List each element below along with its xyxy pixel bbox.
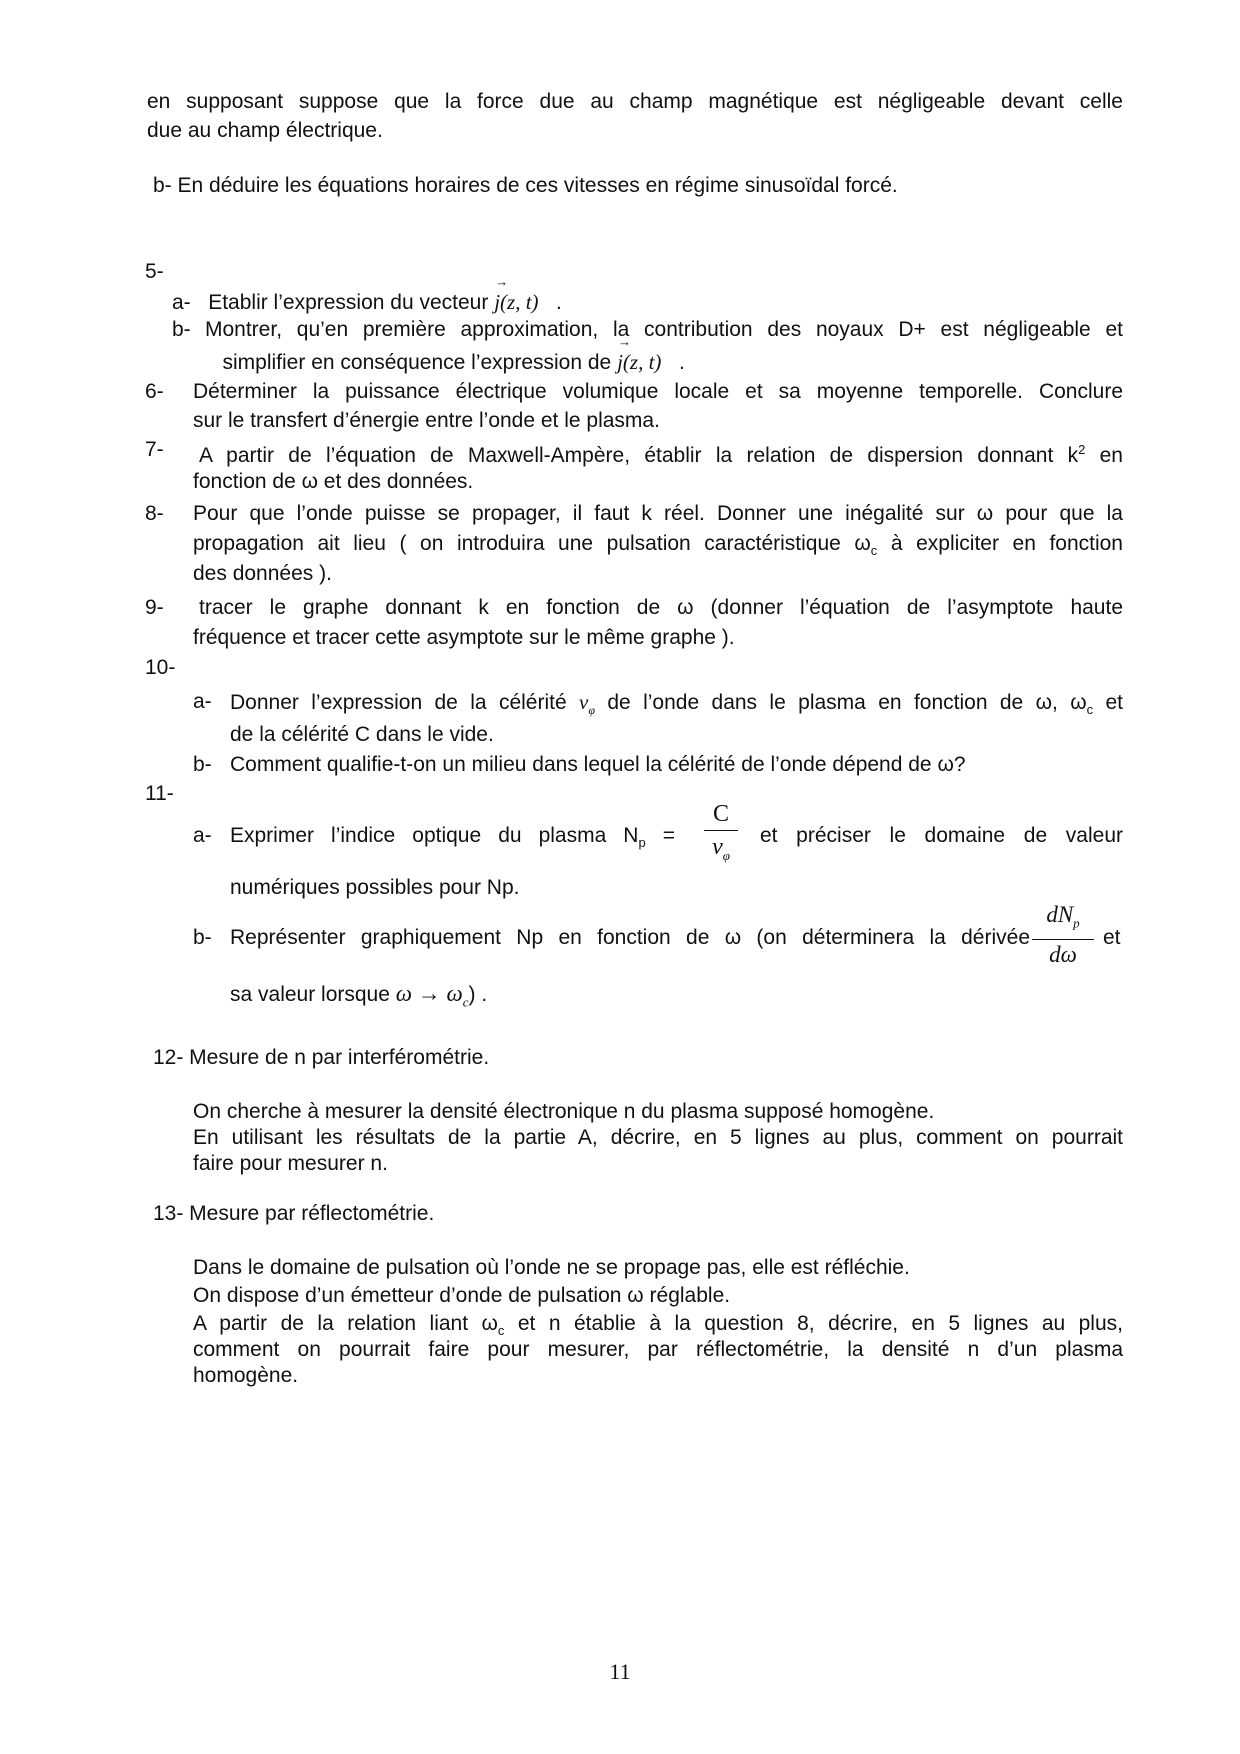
q8-line-2-end: à expliciter en fonction [877, 532, 1123, 555]
intro-line-1: en supposant suppose que la force due au champ magnétique est négligeable devant celle [147, 90, 1123, 113]
q12-paragraph-1: On cherche à mesurer la densité électronique n du plasma supposé homogène. [193, 1100, 935, 1123]
omega-symbol: ω [395, 981, 413, 1006]
q13-subscript: c [497, 1323, 505, 1339]
j-vector-symbol: → j [494, 288, 500, 316]
q11b-line-1: Représenter graphiquement Np en fonction de ω (on déterminera la dérivée [230, 926, 1030, 949]
dnp-domega-fraction [1032, 902, 1094, 968]
fraction-numerator: C [712, 801, 729, 827]
omega-c-symbol: ω [446, 981, 463, 1006]
q5b-end: . [678, 351, 685, 374]
intro-question-b: b- En déduire les équations horaires de ces vitesses en régime sinusoïdal forcé. [153, 174, 898, 197]
q7-line-1 [199, 436, 1123, 470]
q13-paragraph-3-line-3: homogène. [193, 1364, 299, 1387]
q10b-text: Comment qualifie-t-on un milieu dans lequel la célérité de l’onde dépend de ω? [230, 753, 966, 776]
q10a-text-2: de l’onde dans le plasma en fonction de ω, ω [595, 691, 1087, 714]
page-number: 11 [609, 1659, 631, 1684]
q5b-line-2 [205, 348, 685, 377]
q6-number: 6- [145, 380, 164, 403]
c-over-v-fraction [704, 800, 738, 870]
q5b-mark: b- [172, 318, 191, 341]
q9-line-1: tracer le graphe donnant k en fonction de ω (donner l’équation de l’asymptote haute [199, 596, 1123, 619]
derivative-bar [1032, 939, 1094, 940]
j-vector-formula [494, 290, 538, 314]
q11b-line-2 [230, 980, 487, 1017]
q8-line-2-text: propagation ait lieu ( on introduira une pulsation caractéristique ω [193, 532, 871, 555]
q7-line-2: fonction de ω et des données. [193, 470, 474, 493]
q6-line-1: Déterminer la puissance électrique volumique locale et sa moyenne temporelle. Conclure [193, 380, 1123, 403]
q13-text: A partir de la relation liant ω [193, 1312, 498, 1335]
q5a-end: . [556, 291, 562, 314]
q11a-mark: a- [193, 824, 212, 847]
fraction-denominator [704, 833, 738, 870]
derivative-numerator [1032, 902, 1094, 937]
q5a-mark: a- [172, 291, 191, 314]
q9-line-2: fréquence et tracer cette asymptote sur le même graphe ). [193, 626, 735, 649]
derivative-denominator: dω [1049, 941, 1077, 967]
q12-paragraph-2-line-1: En utilisant les résultats de la partie A, décrire, en 5 lignes au plus, comment on pourrait [193, 1126, 1123, 1149]
q12-title: 12- Mesure de n par interférométrie. [153, 1046, 490, 1069]
q5-number: 5- [145, 260, 164, 283]
q8-line-1: Pour que l’onde puisse se propager, il faut k réel. Donner une inégalité sur ω pour que la [193, 502, 1123, 525]
q7-superscript: 2 [1078, 442, 1086, 457]
q8-subscript: c [870, 543, 878, 559]
q12-paragraph-2-line-2: faire pour mesurer n. [193, 1152, 388, 1175]
q13-paragraph-2: On dispose d’un émetteur d’onde de pulsation ω réglable. [193, 1284, 731, 1307]
q7-line-1-end: en [1085, 444, 1123, 467]
omega-c-subscript: c [462, 994, 469, 1010]
phi-subscript-2: φ [722, 847, 730, 863]
q5b-line-1: Montrer, qu’en première approximation, la contribution des noyaux D+ est négligeable et [205, 318, 1123, 341]
q11a-line-1 [230, 822, 675, 857]
q13-paragraph-1: Dans le domaine de pulsation où l’onde ne se propage pas, elle est réfléchie. [193, 1256, 910, 1279]
q10a-line-1 [230, 688, 1123, 724]
q10b-mark: b- [193, 753, 212, 776]
q7-text: A partir de l’équation de Maxwell-Ampère, établir la relation de dispersion donnant k [199, 444, 1079, 467]
intro-line-2: due au champ électrique. [147, 119, 383, 142]
q9-number: 9- [145, 596, 164, 619]
q11b-end: ) . [468, 983, 488, 1006]
q11b-mark: b- [193, 926, 212, 949]
j-vector-args: (z, t) [500, 290, 539, 314]
q11b-text: sa valeur lorsque [230, 983, 396, 1006]
q10a-line-2: de la célérité C dans le vide. [230, 723, 494, 746]
v-letter-2: v [712, 834, 723, 860]
q13-title: 13- Mesure par réflectométrie. [153, 1202, 435, 1225]
q5a-text: Etablir l’expression du vecteur [208, 291, 489, 314]
arrow-symbol: → [412, 981, 447, 1006]
q10-number: 10- [145, 656, 176, 679]
q5b-text: simplifier en conséquence l’expression de [222, 351, 612, 374]
fraction-bar [704, 830, 738, 831]
j-vector-args-2: (z, t) [622, 350, 662, 374]
v-letter: v [579, 690, 589, 714]
q11a-line-2: numériques possibles pour Np. [230, 876, 520, 899]
q8-line-2 [193, 530, 1123, 565]
omega-limit-formula [395, 981, 469, 1010]
q11a-text: Exprimer l’indice optique du plasma N [230, 824, 639, 847]
q13-text-2: et n établie à la question 8, décrire, en 5 lignes au plus, [504, 1312, 1123, 1335]
q11a-subscript: p [638, 835, 646, 851]
phi-subscript: φ [588, 703, 595, 718]
q7-number: 7- [145, 438, 164, 461]
p-subscript: p [1073, 915, 1080, 931]
q8-number: 8- [145, 502, 164, 525]
q10a-end: et [1093, 691, 1123, 714]
j-vector-formula-2 [617, 350, 661, 374]
q13-paragraph-3-line-2: comment on pourrait faire pour mesurer, par réflectométrie, la densité n d’un plasma [193, 1338, 1123, 1361]
q8-line-3: des données ). [193, 562, 332, 585]
q11-number: 11- [145, 782, 174, 805]
q10a-mark: a- [193, 690, 212, 713]
q11a-line-1-end: et préciser le domaine de valeur [760, 824, 1123, 847]
v-phi-symbol [579, 690, 595, 718]
q10a-subscript: c [1086, 702, 1094, 718]
dn-text: dN [1046, 902, 1074, 927]
q5a-item [172, 288, 562, 317]
q11a-equals: = [645, 824, 675, 847]
j-vector-symbol-2: → j [617, 348, 623, 376]
q6-line-2: sur le transfert d’énergie entre l’onde et le plasma. [193, 409, 660, 432]
q11b-line-1-end: et [1103, 926, 1121, 949]
q10a-text: Donner l’expression de la célérité [230, 691, 580, 714]
